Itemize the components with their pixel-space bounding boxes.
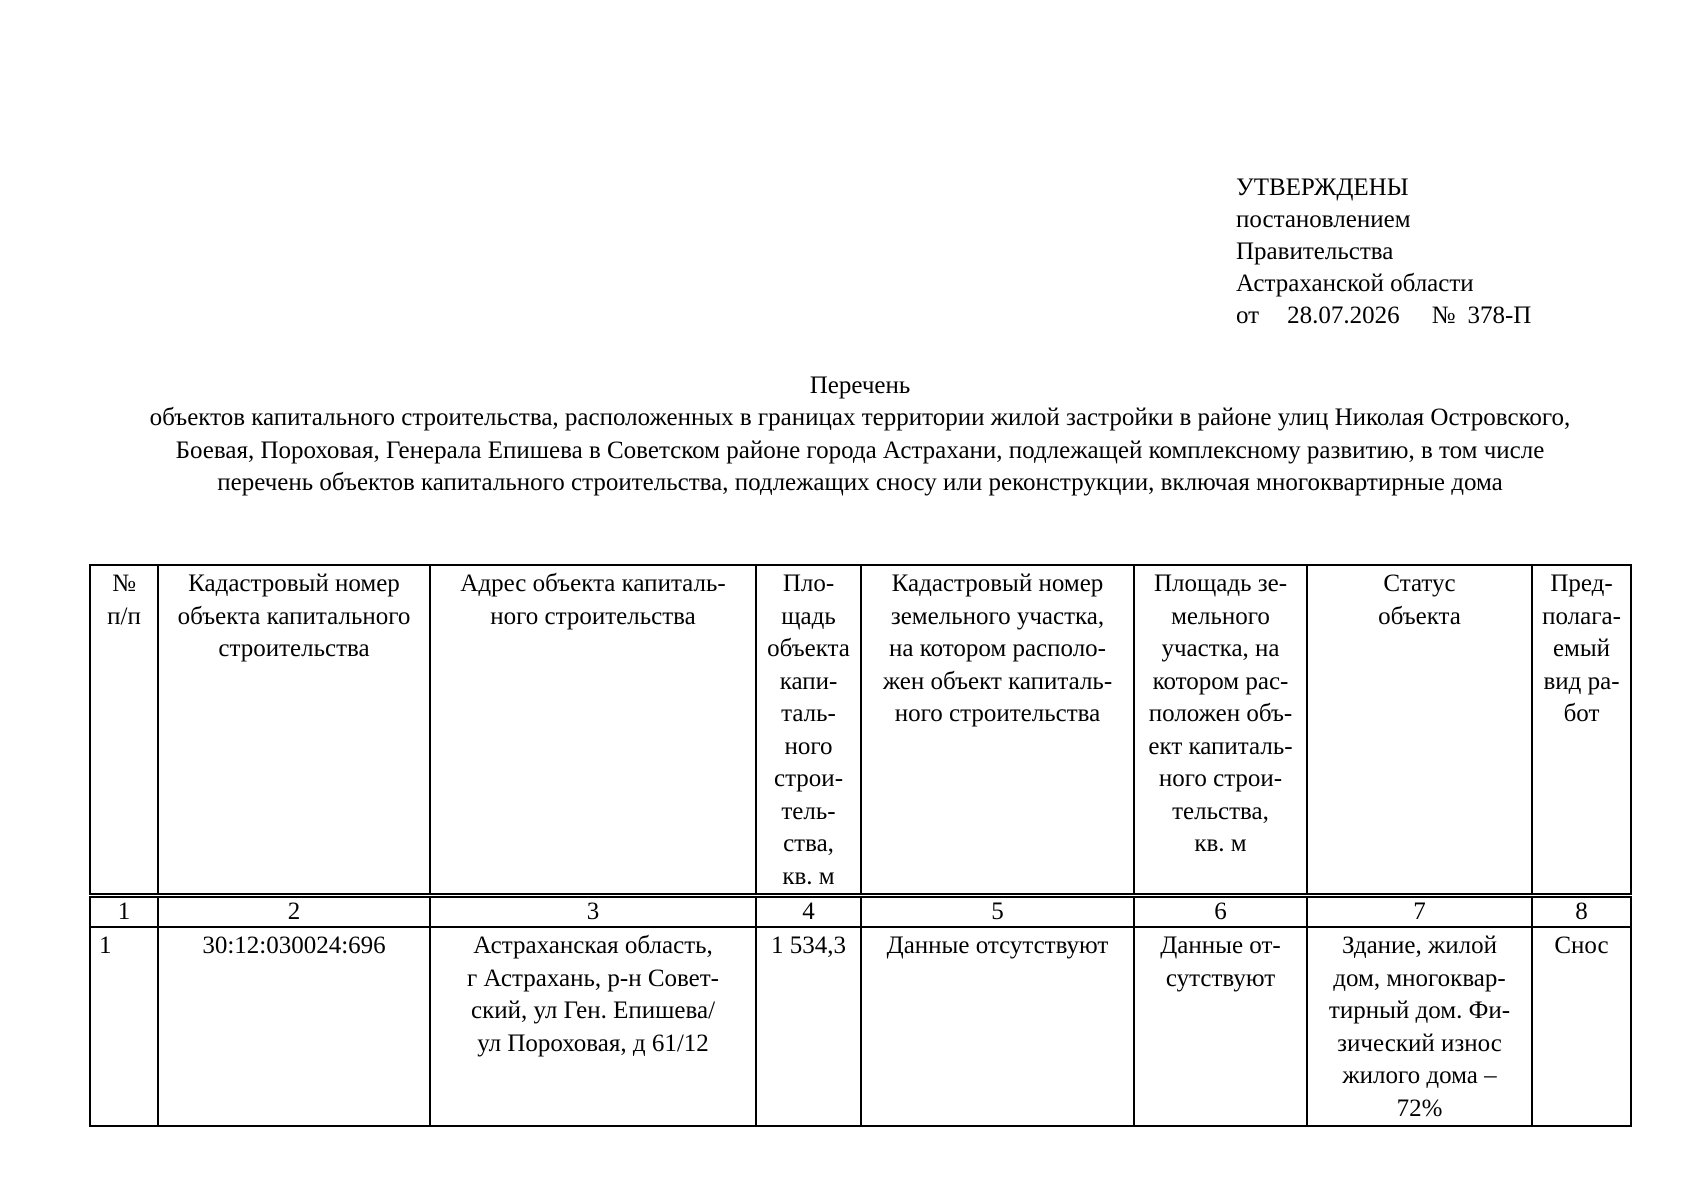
- header-land-area: [1134, 565, 1307, 896]
- cell-text-line: полага-: [1542, 602, 1621, 630]
- approval-line-government: Правительства: [1236, 238, 1394, 265]
- cell-text-line: тель-: [781, 797, 836, 825]
- cell-text-line: ства,: [783, 830, 834, 857]
- cell-text-line: объекта: [767, 635, 850, 662]
- cell-text-line: Пло-: [782, 570, 835, 597]
- approval-heading: УТВЕРЖДЕНЫ: [1236, 174, 1409, 201]
- cell-text-line: капи-: [779, 667, 838, 695]
- document-subtitle: объектов капитального строительства, расположенных в границах территории жилой застройки в районе улиц Николая Островского, Боевая, Пороховая, Генерала Епишева в Советском районе города Астрахани, подлежащей комплексному развитию, в том числе перечень объектов капитального строительства, подлежащих сносу или реконструкции, включая многоквартирные дома: [149, 404, 1571, 496]
- objects-table: [89, 564, 1632, 1127]
- cell-text-line: положен объ-: [1148, 700, 1293, 727]
- cell-text-line: тельства,: [1172, 797, 1269, 825]
- cell-text-line: Площадь зе-: [1153, 570, 1288, 597]
- cell-text-line: Кадастровый номер: [188, 570, 400, 597]
- cell-text-line: участка, на: [1161, 635, 1280, 662]
- cell-text-line: на котором располо-: [888, 635, 1106, 662]
- cell-text-line: сутствуют: [1165, 964, 1276, 992]
- cell-text-line: Статус: [1383, 570, 1456, 597]
- cell-text-line: Астраханская область,: [473, 932, 713, 959]
- column-number: 4: [756, 896, 861, 928]
- cell-text-line: Данные от-: [1160, 932, 1281, 959]
- cell-text-line: ский, ул Ген. Епишева/: [470, 997, 716, 1024]
- header-number: [90, 565, 158, 896]
- cell-text-line: Кадастровый номер: [891, 570, 1104, 597]
- row-number: 1: [90, 927, 158, 1126]
- cell-text-line: п/п: [107, 602, 141, 630]
- approval-from: от: [1236, 302, 1260, 329]
- cell-text-line: дом, многоквар-: [1333, 964, 1506, 992]
- cell-text-line: Адрес объекта капиталь-: [460, 570, 726, 597]
- cell-text-line: Пред-: [1550, 570, 1613, 597]
- row-land-area: [1134, 927, 1307, 1126]
- approval-number: 378-П: [1467, 302, 1532, 329]
- row-address: [430, 927, 756, 1126]
- cell-text-line: ного строительства: [490, 602, 696, 630]
- cell-text-line: строи-: [773, 765, 844, 792]
- cell-text-line: Здание, жилой: [1341, 932, 1498, 959]
- cell-text-line: таль-: [781, 700, 836, 727]
- column-number: 5: [861, 896, 1134, 928]
- cell-text-line: объекта капитального: [177, 602, 411, 630]
- row-object-area: 1 534,3: [756, 927, 861, 1126]
- column-number: 3: [430, 896, 756, 928]
- cell-text-line: жилого дома –: [1342, 1062, 1497, 1089]
- header-land-cadastral-number: [861, 565, 1134, 896]
- cell-text-line: кв. м: [782, 862, 835, 890]
- header-cadastral-number: [158, 565, 430, 896]
- row-work-type: Снос: [1532, 927, 1631, 1126]
- row-cadastral-number: 30:12:030024:696: [158, 927, 430, 1126]
- cell-text-line: тирный дом. Фи-: [1328, 997, 1511, 1024]
- approval-number-sign: №: [1431, 302, 1456, 329]
- cell-text-line: зический износ: [1337, 1029, 1502, 1057]
- cell-text-line: ного строи-: [1158, 765, 1283, 792]
- cell-text-line: жен объект капиталь-: [882, 667, 1113, 695]
- cell-text-line: строительства: [218, 635, 370, 662]
- cell-text-line: объекта: [1378, 602, 1461, 630]
- cell-text-line: 72%: [1396, 1094, 1443, 1122]
- cell-text-line: котором рас-: [1152, 667, 1289, 695]
- cell-text-line: земельного участка,: [890, 602, 1105, 630]
- column-number: 2: [158, 896, 430, 928]
- cell-text-line: кв. м: [1194, 830, 1247, 857]
- header-object-area: [756, 565, 861, 896]
- approval-date-line: [1236, 300, 1531, 332]
- approval-block: [1236, 172, 1531, 332]
- column-number: 7: [1307, 896, 1532, 928]
- column-number: 6: [1134, 896, 1307, 928]
- column-number: 8: [1532, 896, 1631, 928]
- table-header-row: [90, 565, 1631, 896]
- cell-text-line: щадь: [781, 602, 836, 630]
- cell-text-line: вид ра-: [1543, 667, 1620, 695]
- cell-text-line: ного: [784, 732, 833, 760]
- header-status: [1307, 565, 1532, 896]
- row-status: [1307, 927, 1532, 1126]
- header-work-type: [1532, 565, 1631, 896]
- cell-text-line: мельного: [1171, 602, 1270, 630]
- cell-text-line: г Астрахань, р-н Совет-: [466, 964, 720, 992]
- document-title: Перечень: [809, 372, 911, 399]
- cell-text-line: бот: [1563, 700, 1600, 727]
- cell-text-line: ект капиталь-: [1148, 732, 1293, 760]
- cell-text-line: емый: [1552, 635, 1611, 662]
- column-number-row: [90, 896, 1631, 928]
- table-row: [90, 927, 1631, 1126]
- cell-text-line: №: [112, 570, 136, 597]
- cell-text-line: ного строительства: [894, 700, 1101, 727]
- row-land-cadastral-number: Данные отсутствуют: [861, 927, 1134, 1126]
- cell-text-line: ул Пороховая, д 61/12: [477, 1029, 709, 1057]
- column-number: 1: [90, 896, 158, 928]
- approval-line-resolution: постановлением: [1236, 206, 1411, 233]
- approval-line-region: Астраханской области: [1236, 270, 1474, 297]
- header-address: [430, 565, 756, 896]
- approval-date: 28.07.2026: [1287, 302, 1400, 329]
